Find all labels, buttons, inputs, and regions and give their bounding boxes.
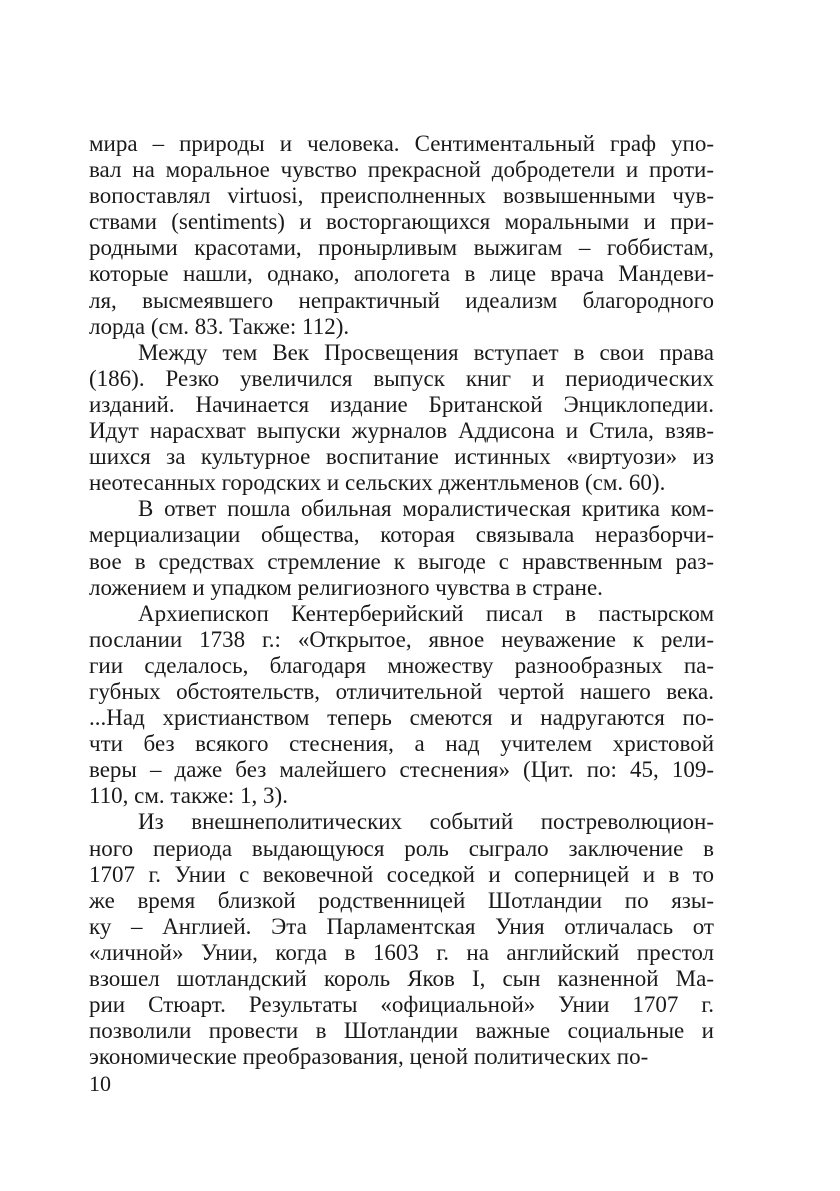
- text-line: же время близкой родственницей Шотландии по язы-: [89, 887, 714, 913]
- text-line: вопоставлял virtuosi, преисполненных возвышенными чув-: [89, 183, 714, 209]
- text-line: рии Стюарт. Результаты «официальной» Унии 1707 г.: [89, 992, 714, 1018]
- text-line: взошел шотландский король Яков I, сын казненной Ма-: [89, 966, 714, 991]
- text-line: изданий. Начинается издание Британской Энциклопедии.: [89, 391, 714, 417]
- text-line: Между тем Век Просвещения вступает в свои права: [138, 339, 714, 365]
- text-line: экономические преобразования, ценой политических по-: [89, 1044, 649, 1070]
- text-line: которые нашли, однако, апологета в лице врача Мандеви-: [89, 261, 714, 287]
- text-line: веры – даже без малейшего стеснения» (Цит. по: 45, 109-: [89, 757, 714, 783]
- text-line: позволили провести в Шотландии важные социальные и: [89, 1018, 714, 1044]
- text-line: лорда (см. 83. Также: 112).: [89, 313, 350, 339]
- text-line: Из внешнеполитических событий постреволюцион-: [138, 809, 714, 835]
- text-line: чти без всякого стеснения, а над учителем христовой: [89, 731, 714, 757]
- body-text: [89, 131, 714, 1070]
- text-line: 110, см. также: 1, 3).: [89, 783, 288, 809]
- text-line: вал на моральное чувство прекрасной добродетели и проти-: [89, 157, 714, 183]
- text-line: ...Над христианством теперь смеются и надругаются по-: [89, 705, 714, 731]
- text-line: ку – Англией. Эта Парламентская Уния отличалась от: [89, 913, 714, 939]
- text-line: ного периода выдающуюся роль сыграло заключение в: [89, 835, 714, 861]
- text-line: ложением и упадком религиозного чувства в стране.: [89, 574, 603, 600]
- text-line: родными красотами, пронырливым выжигам – гоббистам,: [89, 235, 714, 261]
- text-line: Идут нарасхват выпуски журналов Аддисона и Стила, взяв-: [89, 418, 714, 444]
- text-line: мира – природы и человека. Сентиментальный граф упо-: [89, 131, 714, 156]
- text-line: вое в средствах стремление к выгоде с нравственным раз-: [89, 548, 714, 574]
- page-number: 10: [89, 1071, 111, 1096]
- text-line: «личной» Унии, когда в 1603 г. на английский престол: [89, 939, 714, 965]
- text-line: гии сделалось, благодаря множеству разнообразных па-: [89, 652, 714, 678]
- text-line: послании 1738 г.: «Открытое, явное неуважение к рели-: [89, 626, 714, 652]
- text-line: неотесанных городских и сельских джентльменов (см. 60).: [89, 470, 666, 496]
- text-line: ля, высмеявшего непрактичный идеализм благородного: [89, 287, 714, 313]
- text-line: ствами (sentiments) и восторгающихся моральными и при-: [89, 209, 714, 235]
- text-line: шихся за культурное воспитание истинных «виртуози» из: [89, 444, 714, 470]
- text-line: мерциализации общества, которая связывала неразборчи-: [89, 522, 714, 548]
- text-line: губных обстоятельств, отличительной чертой нашего века.: [89, 678, 714, 704]
- text-line: Архиепископ Кентерберийский писал в пастырском: [138, 600, 714, 626]
- text-line: 1707 г. Унии с вековечной соседкой и соперницей и в то: [89, 861, 714, 887]
- text-line: В ответ пошла обильная моралистическая критика ком-: [138, 496, 714, 522]
- text-line: (186). Резко увеличился выпуск книг и периодических: [89, 365, 714, 391]
